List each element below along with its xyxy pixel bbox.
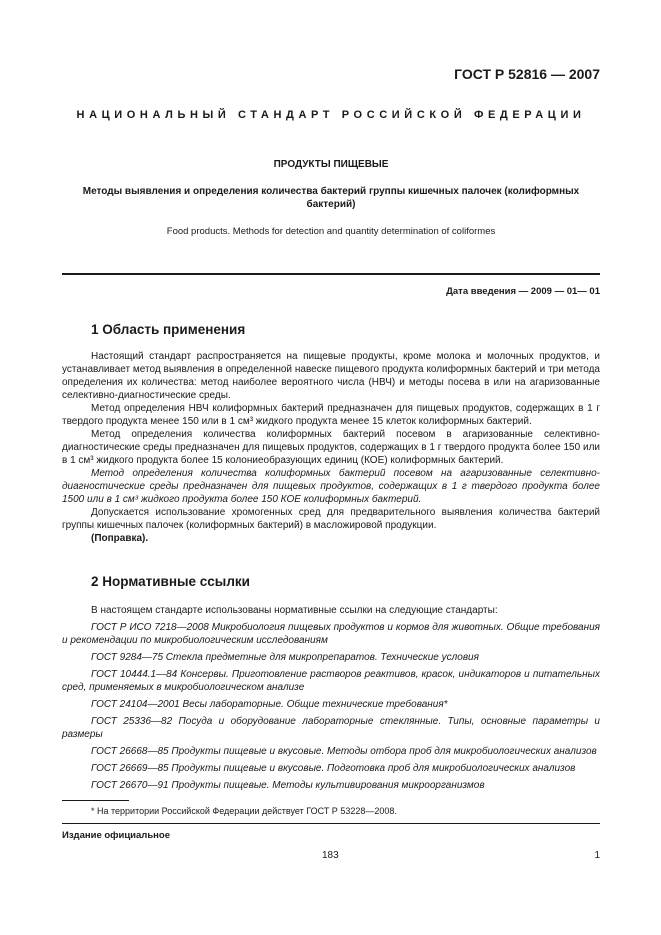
section-2-heading: 2 Нормативные ссылки (91, 574, 250, 589)
section-2-body (62, 604, 600, 796)
reference-item: ГОСТ 10444.1—84 Консервы. Приготовление растворов реактивов, красок, индикаторов и питательных сред, применяемых в микробиологическом анализе (62, 669, 600, 693)
page-number-right: 1 (594, 850, 600, 861)
reference-item: ГОСТ Р ИСО 7218—2008 Микробиология пищевых продуктов и кормов для животных. Общие требования и рекомендации по микробиологическим исследованиям (62, 622, 600, 646)
footnote-divider (62, 800, 129, 801)
document-subtitle: Методы выявления и определения количества бактерий группы кишечных палочек (колиформных бактерий) (82, 186, 580, 210)
reference-item: ГОСТ 9284—75 Стекла предметные для микропрепаратов. Технические условия (91, 652, 479, 663)
page-number-center: 183 (322, 850, 339, 861)
paragraph: Допускается использование хромогенных сред для предварительного выявления количества бактерий группы кишечных палочек (колиформных бактерий) в масложировой продукции. (62, 507, 600, 531)
section-1-heading: 1 Область применения (91, 322, 246, 337)
paragraph: Метод определения НВЧ колиформных бактерий предназначен для пищевых продуктов, содержащих в 1 г твердого продукта менее 150 или в 1 см³ жидкого продукта менее 15 клеток колиформных бактерий. (62, 403, 600, 427)
paragraph: Настоящий стандарт распространяется на пищевые продукты, кроме молока и молочных продуктов, и устанавливает метод выявления в определенной навеске пищевого продукта колиформных бактерий и три метода определения их количества: метод наиболее вероятного числа (НВЧ) и методы посева в или на агаризованные селективно-диагностические среды. (62, 351, 600, 401)
references-intro: В настоящем стандарте использованы нормативные ссылки на следующие стандарты: (91, 605, 498, 616)
amendment-note: (Поправка). (91, 533, 149, 544)
standard-code: ГОСТ Р 52816 — 2007 (454, 66, 600, 82)
document-title: ПРОДУКТЫ ПИЩЕВЫЕ (273, 159, 389, 170)
footnote: * На территории Российской Федерации действует ГОСТ Р 53228—2008. (91, 806, 397, 816)
reference-item: ГОСТ 26670—91 Продукты пищевые. Методы культивирования микроорганизмов (91, 780, 485, 791)
edition-label: Издание официальное (62, 830, 170, 841)
paragraph: Метод определения количества колиформных бактерий посевом на агаризованные селективно-диагностические среды предназначен для пищевых продуктов, содержащих в 1 г твердого продукта более 1500 или в 1 см³ жидкого продукта более 150 КОЕ колиформных бактерий. (62, 468, 600, 505)
reference-item: ГОСТ 24104—2001 Весы лабораторные. Общие технические требования* (91, 699, 448, 710)
national-standard-banner: НАЦИОНАЛЬНЫЙ СТАНДАРТ РОССИЙСКОЙ ФЕДЕРАЦИИ (76, 109, 586, 121)
section-1-body (62, 350, 600, 545)
reference-item: ГОСТ 26668—85 Продукты пищевые и вкусовые. Методы отбора проб для микробиологических анализов (91, 746, 597, 757)
english-title: Food products. Methods for detection and quantity determination of coliformes (166, 226, 496, 237)
paragraph: Метод определения количества колиформных бактерий посевом в агаризованные селективно-диагностические среды предназначен для пищевых продуктов, содержащих в 1 г твердого продукта более 150 или в 1 см³ жидкого продукта более 15 колониеобразующих единиц (КОЕ) колиформных бактерий. (62, 429, 600, 466)
footer-divider (62, 823, 600, 824)
reference-item: ГОСТ 25336—82 Посуда и оборудование лабораторные стеклянные. Типы, основные параметры и размеры (62, 716, 600, 740)
header-divider (62, 273, 600, 275)
introduction-date: Дата введения — 2009 — 01— 01 (446, 286, 600, 297)
reference-item: ГОСТ 26669—85 Продукты пищевые и вкусовые. Подготовка проб для микробиологических анализов (91, 763, 576, 774)
